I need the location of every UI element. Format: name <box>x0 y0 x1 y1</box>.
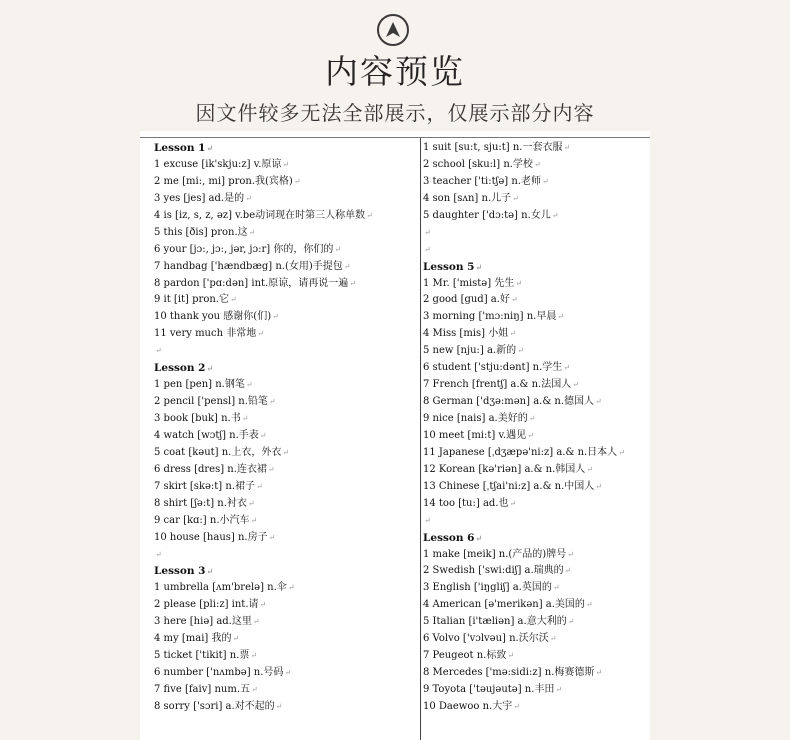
entry-text: 6 student ['stju:dənt] n.学生 <box>423 362 563 374</box>
entry-text: 3 book [buk] n.书 <box>154 413 241 424</box>
paragraph-mark-icon: ↵ <box>256 481 263 491</box>
vocab-entry <box>154 191 416 208</box>
column-divider <box>420 138 421 740</box>
paragraph-mark-icon: ↵ <box>245 380 253 390</box>
entry-text: Lesson 6 <box>423 531 475 544</box>
entry-text: 3 yes [jes] ad.是的 <box>154 192 245 204</box>
vocab-entry <box>154 682 416 699</box>
entry-text: 4 American [ə'merikən] a.美国的 <box>423 599 585 611</box>
entry-text: Lesson 5 <box>423 260 475 273</box>
blank-line <box>154 547 416 564</box>
lesson-heading <box>154 360 416 377</box>
paragraph-mark-icon: ↵ <box>229 295 237 305</box>
entry-text: 9 it [it] pron.它 <box>154 294 229 306</box>
entry-text: 4 son [sʌn] n.儿子 <box>423 192 512 204</box>
entry-text: 8 German ['dʒə:mən] a.& n.德国人 <box>423 396 595 408</box>
paragraph-mark-icon: ↵ <box>248 227 256 237</box>
paragraph-mark-icon: ↵ <box>555 685 563 694</box>
paragraph-mark-icon: ↵ <box>247 498 255 508</box>
paragraph-mark-icon: ↵ <box>245 193 252 203</box>
entry-text: 5 this [ðis] pron.这 <box>154 226 248 238</box>
vocab-entry <box>154 394 416 411</box>
vocab-entry <box>423 208 648 225</box>
paragraph-mark-icon: ↵ <box>618 447 625 457</box>
entry-text: 2 me [mi:, mi] pron.我(宾格) <box>154 175 293 187</box>
document-top-border <box>140 137 650 138</box>
paragraph-mark-icon: ↵ <box>551 210 559 220</box>
vocab-entry <box>423 157 648 174</box>
paragraph-mark-icon: ↵ <box>527 430 534 440</box>
paragraph-mark-icon: ↵ <box>206 566 214 577</box>
paragraph-mark-icon: ↵ <box>507 651 515 661</box>
vocab-entry <box>423 292 648 309</box>
paragraph-mark-icon: ↵ <box>282 159 290 169</box>
entry-text: 7 French [frentʃ] a.& n.法国人 <box>423 379 572 391</box>
vocab-entry <box>154 479 416 496</box>
vocab-entry <box>154 445 416 462</box>
vocab-entry <box>154 326 416 343</box>
paragraph-mark-icon: ↵ <box>349 278 356 288</box>
vocab-entry <box>423 479 648 496</box>
vocab-entry <box>423 547 648 564</box>
paragraph-mark-icon: ↵ <box>585 600 593 610</box>
entry-text: 6 your [jɔ:, jɔ:, jər, jɔ:r] 你的，你们的 <box>154 243 334 255</box>
vocab-entry <box>154 580 416 597</box>
blank-line <box>423 225 648 242</box>
entry-text: 8 Mercedes ['mə:sidi:z] n.梅赛德斯 <box>423 667 595 679</box>
lesson-heading <box>423 259 648 276</box>
paragraph-mark-icon: ↵ <box>595 481 602 491</box>
paragraph-mark-icon: ↵ <box>572 380 579 390</box>
arrow-up-icon <box>383 20 403 40</box>
paragraph-mark-icon: ↵ <box>517 346 524 356</box>
paragraph-mark-icon: ↵ <box>343 261 351 271</box>
vocab-entry <box>154 309 416 326</box>
paragraph-mark-icon: ↵ <box>541 176 549 186</box>
entry-text: 3 here [hiə] ad.这里 <box>154 616 252 628</box>
lesson-heading <box>154 140 416 157</box>
entry-text: Lesson 2 <box>154 362 206 375</box>
paragraph-mark-icon: ↵ <box>528 414 536 423</box>
vocab-entry <box>423 360 648 377</box>
paragraph-mark-icon: ↵ <box>515 278 523 288</box>
entry-text: 8 shirt [ʃə:t] n.衬衣 <box>154 497 247 509</box>
vocab-entry <box>423 428 648 445</box>
paragraph-mark-icon: ↵ <box>510 295 518 305</box>
paragraph-mark-icon: ↵ <box>250 651 258 661</box>
paragraph-mark-icon: ↵ <box>232 634 240 644</box>
vocab-entry <box>423 191 648 208</box>
page-subtitle: 因文件较多无法全部展示，仅展示部分内容 <box>195 101 595 125</box>
paragraph-mark-icon: ↵ <box>284 668 292 678</box>
entry-text: 10 house [haus] n.房子 <box>154 531 268 543</box>
vocab-entry <box>154 292 416 309</box>
vocab-entry <box>423 580 648 597</box>
vocab-entry <box>423 174 648 191</box>
paragraph-mark-icon: ↵ <box>595 668 603 678</box>
entry-text: 9 car [kɑ:] n.小汽车 <box>154 514 250 526</box>
entry-text: 1 make [meik] n.(产品的)牌号 <box>423 548 567 560</box>
paragraph-mark-icon: ↵ <box>252 617 260 627</box>
paragraph-mark-icon: ↵ <box>424 227 431 237</box>
entry-text: 6 number ['nʌmbə] n.号码 <box>154 667 284 679</box>
paragraph-mark-icon: ↵ <box>257 329 264 339</box>
vocab-entry <box>154 377 416 394</box>
lesson-heading <box>423 530 648 547</box>
paragraph-mark-icon: ↵ <box>293 176 301 186</box>
paragraph-mark-icon: ↵ <box>475 532 483 543</box>
paragraph-mark-icon: ↵ <box>155 346 162 356</box>
entry-text: 10 thank you 感谢你(们) <box>154 311 272 323</box>
entry-text: 3 teacher ['ti:tʃə] n.老师 <box>423 175 541 187</box>
paragraph-mark-icon: ↵ <box>533 159 541 169</box>
vocab-entry <box>154 259 416 276</box>
entry-text: 4 watch [wɔtʃ] n.手表 <box>154 429 259 441</box>
vocab-entry <box>423 326 648 343</box>
entry-text: 9 Toyota ['təujəutə] n.丰田 <box>423 684 555 695</box>
vocab-entry <box>154 496 416 513</box>
entry-text: 5 daughter ['dɔ:tə] n.女儿 <box>423 209 551 221</box>
paragraph-mark-icon: ↵ <box>475 261 483 272</box>
entry-text: 2 good [gud] a.好 <box>423 294 510 306</box>
paragraph-mark-icon: ↵ <box>509 329 516 339</box>
paragraph-mark-icon: ↵ <box>513 701 520 711</box>
entry-text: 6 dress [dres] n.连衣裙 <box>154 463 267 475</box>
paragraph-mark-icon: ↵ <box>259 600 267 610</box>
vocab-entry <box>423 343 648 360</box>
paragraph-mark-icon: ↵ <box>155 549 162 559</box>
vocab-entry <box>154 174 416 191</box>
entry-text: 1 excuse [ik'skju:z] v.原谅 <box>154 158 282 170</box>
paragraph-mark-icon: ↵ <box>275 701 283 711</box>
entry-text: 13 Chinese [ˌtʃai'ni:z] a.& n.中国人 <box>423 480 595 492</box>
entry-text: 5 Italian [i'tæliən] a.意大利的 <box>423 616 567 628</box>
entry-text: 7 Peugeot n.标致 <box>423 650 507 662</box>
entry-text: 1 umbrella [ʌm'brelə] n.伞 <box>154 582 287 594</box>
vocab-entry <box>423 394 648 411</box>
paragraph-mark-icon: ↵ <box>250 515 258 525</box>
paragraph-mark-icon: ↵ <box>552 583 560 593</box>
paragraph-mark-icon: ↵ <box>287 583 295 593</box>
vocab-entry <box>154 462 416 479</box>
entry-text: Lesson 1 <box>154 142 206 154</box>
entry-text: 2 pencil ['pensl] n.铅笔 <box>154 396 268 408</box>
paragraph-mark-icon: ↵ <box>272 312 279 322</box>
vocabulary-column-left <box>154 140 416 716</box>
entry-text: 3 English ['iŋgliʃ] a.英国的 <box>423 582 552 594</box>
entry-text: 8 sorry ['sɔri] a.对不起的 <box>154 700 275 712</box>
entry-text: 5 coat [kəut] n.上衣，外衣 <box>154 446 282 458</box>
entry-text: 7 handbag ['hændbæg] n.(女用)手提包 <box>154 260 343 272</box>
vocab-entry <box>423 682 648 699</box>
paragraph-mark-icon: ↵ <box>334 244 342 254</box>
entry-text: 3 morning ['mɔ:niŋ] n.早晨 <box>423 311 557 323</box>
blank-line <box>423 513 648 530</box>
paragraph-mark-icon: ↵ <box>563 143 571 152</box>
paragraph-mark-icon: ↵ <box>512 193 519 203</box>
entry-text: 10 meet [mi:t] v.遇见 <box>423 429 527 441</box>
paragraph-mark-icon: ↵ <box>268 397 276 407</box>
vocab-entry <box>423 445 648 462</box>
entry-text: 2 school [sku:l] n.学校 <box>423 158 533 170</box>
vocab-entry <box>154 631 416 648</box>
entry-text: 8 pardon ['pɑ:dən] int.原谅，请再说一遍 <box>154 277 349 289</box>
paragraph-mark-icon: ↵ <box>424 515 431 525</box>
paragraph-mark-icon: ↵ <box>586 464 593 474</box>
entry-text: 1 pen [pen] n.钢笔 <box>154 379 245 391</box>
paragraph-mark-icon: ↵ <box>206 143 214 153</box>
paragraph-mark-icon: ↵ <box>567 549 574 559</box>
paragraph-mark-icon: ↵ <box>366 210 373 220</box>
vocab-entry <box>154 513 416 530</box>
paragraph-mark-icon: ↵ <box>206 363 214 374</box>
entry-text: 10 Daewoo n.大宇 <box>423 700 513 712</box>
paragraph-mark-icon: ↵ <box>251 685 258 694</box>
paragraph-mark-icon: ↵ <box>595 397 602 407</box>
vocab-entry <box>154 614 416 631</box>
paragraph-mark-icon: ↵ <box>509 498 517 508</box>
entry-text: Lesson 3 <box>154 565 206 578</box>
entry-text: 11 very much 非常地 <box>154 328 257 340</box>
vocab-entry <box>154 242 416 259</box>
vocab-entry <box>154 699 416 716</box>
paragraph-mark-icon: ↵ <box>267 464 275 474</box>
vocab-entry <box>423 462 648 479</box>
entry-text: 4 my [mai] 我的 <box>154 633 232 645</box>
entry-text: 5 new [nju:] a.新的 <box>423 345 517 357</box>
vocab-entry <box>154 665 416 682</box>
vocab-entry <box>423 614 648 631</box>
paragraph-mark-icon: ↵ <box>549 634 557 644</box>
vocab-entry <box>154 208 416 225</box>
vocab-entry <box>423 309 648 326</box>
entry-text: 12 Korean [kə'riən] a.& n.韩国人 <box>423 463 586 475</box>
vocab-entry <box>423 377 648 394</box>
vocab-entry <box>423 563 648 580</box>
paragraph-mark-icon: ↵ <box>282 447 290 457</box>
vocab-entry <box>154 276 416 293</box>
vocab-entry <box>154 225 416 242</box>
vocab-entry <box>423 699 648 716</box>
paragraph-mark-icon: ↵ <box>563 363 570 373</box>
entry-text: 11 Japanese [ˌdʒæpə'ni:z] a.& n.日本人 <box>423 446 618 458</box>
vocab-entry <box>423 631 648 648</box>
vocab-entry <box>423 411 648 428</box>
blank-line <box>154 343 416 360</box>
up-arrow-logo-icon <box>377 14 409 46</box>
entry-text: 4 Miss [mis] 小姐 <box>423 328 509 340</box>
paragraph-mark-icon: ↵ <box>241 414 249 423</box>
paragraph-mark-icon: ↵ <box>268 532 276 542</box>
vocab-entry <box>154 530 416 547</box>
entry-text: 7 skirt [skə:t] n.裙子 <box>154 480 256 492</box>
vocab-entry <box>423 276 648 293</box>
entry-text: 14 too [tu:] ad.也 <box>423 497 509 509</box>
document-preview <box>140 131 650 740</box>
vocabulary-column-right <box>423 140 648 716</box>
entry-text: 2 please [pli:z] int.请 <box>154 599 259 611</box>
paragraph-mark-icon: ↵ <box>259 430 267 440</box>
vocab-entry <box>423 140 648 157</box>
blank-line <box>423 242 648 259</box>
paragraph-mark-icon: ↵ <box>564 566 572 576</box>
vocab-entry <box>423 648 648 665</box>
page-title: 内容预览 <box>325 52 465 91</box>
paragraph-mark-icon: ↵ <box>557 312 565 322</box>
entry-text: 9 nice [nais] a.美好的 <box>423 413 528 424</box>
vocab-entry <box>423 496 648 513</box>
vocab-entry <box>154 157 416 174</box>
paragraph-mark-icon: ↵ <box>567 617 575 627</box>
vocab-entry <box>154 648 416 665</box>
entry-text: 7 five [faiv] num.五 <box>154 684 250 695</box>
lesson-heading <box>154 563 416 580</box>
entry-text: 1 Mr. ['mistə] 先生 <box>423 277 515 289</box>
paragraph-mark-icon: ↵ <box>424 244 431 254</box>
entry-text: 5 ticket ['tikit] n.票 <box>154 650 250 662</box>
entry-text: 1 suit [su:t, sju:t] n.一套衣服 <box>423 142 563 153</box>
vocab-entry <box>423 597 648 614</box>
vocab-entry <box>154 428 416 445</box>
vocab-entry <box>423 665 648 682</box>
vocab-entry <box>154 411 416 428</box>
entry-text: 2 Swedish ['swi:diʃ] a.瑞典的 <box>423 565 564 577</box>
entry-text: 6 Volvo ['vɔlvəu] n.沃尔沃 <box>423 633 549 645</box>
entry-text: 4 is [iz, s, z, əz] v.be动词现在时第三人称单数 <box>154 209 366 221</box>
vocab-entry <box>154 597 416 614</box>
